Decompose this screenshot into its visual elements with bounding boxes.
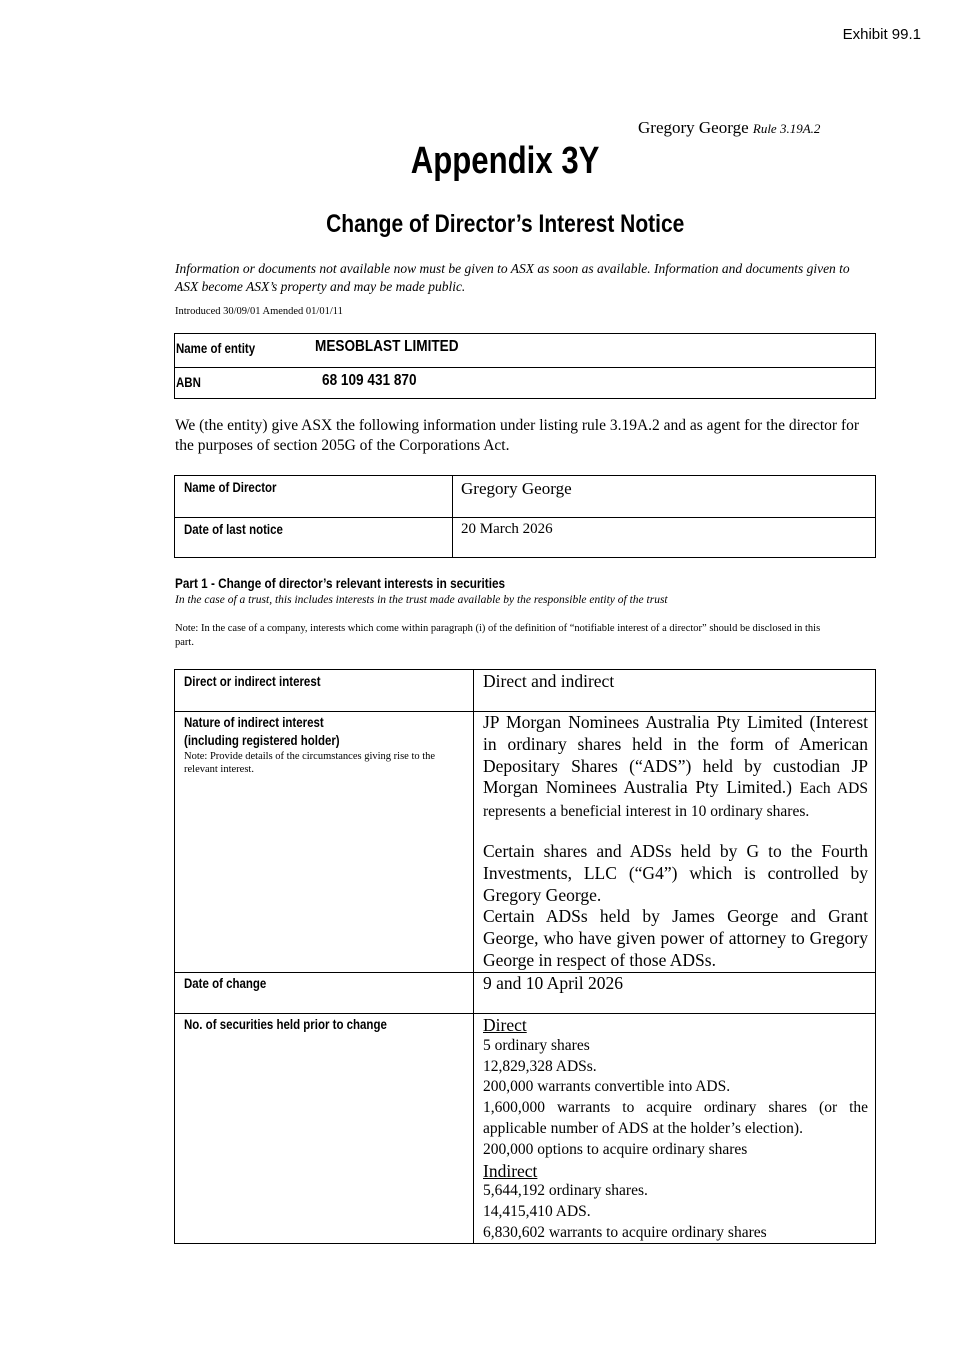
nature-label-2: (including registered holder) (184, 732, 340, 748)
prior-direct-item: 1,600,000 warrants to acquire ordinary shares (or the applicable number of ADS at the holder’s election). (483, 1099, 868, 1137)
introduced-line: Introduced 30/09/01 Amended 01/01/11 (175, 306, 343, 317)
entity-name-row (175, 334, 875, 367)
direct-indirect-label: Direct or indirect interest (184, 673, 321, 689)
prior-indirect-heading: Indirect (483, 1160, 538, 1181)
entity-table (174, 333, 876, 399)
nature-value-2: Certain shares and ADSs held by G to the Fourth Investments, LLC (“G4”) which is controlled by Gregory George. (483, 841, 868, 905)
prior-label: No. of securities held prior to change (184, 1016, 387, 1032)
nature-label-1: Nature of indirect interest (184, 714, 324, 730)
nature-value-3: Certain ADSs held by James George and Grant George, who have given power of attorney to Gregory George in respect of those ADSs. (483, 906, 868, 970)
abn-label: ABN (176, 374, 201, 390)
last-notice-label: Date of last notice (184, 521, 283, 537)
abn-row (175, 367, 875, 401)
nature-note: Note: Provide details of the circumstances giving rise to the relevant interest. (184, 751, 436, 775)
nature-value-1b: Each ADS represents a beneficial interest in 10 ordinary shares. (483, 780, 868, 821)
abn-value: 68 109 431 870 (322, 372, 417, 389)
director-name-label: Name of Director (184, 479, 277, 495)
prior-direct-item: 5 ordinary shares (483, 1036, 590, 1054)
date-change-value: 9 and 10 April 2026 (483, 973, 623, 993)
interest-table (174, 669, 876, 1244)
intro-notice: Information or documents not available now must be given to ASX as soon as available. Information and documents given to ASX become ASX’s property and may be made public. (175, 261, 850, 294)
director-name-value: Gregory George (461, 479, 572, 498)
part1-heading: Part 1 - Change of director’s relevant interests in securities (175, 575, 506, 591)
direct-indirect-value: Direct and indirect (483, 671, 615, 691)
exhibit-label: Exhibit 99.1 (842, 26, 921, 43)
director-name-row (175, 476, 875, 517)
prior-direct-heading: Direct (483, 1015, 527, 1035)
prior-indirect-item: 5,644,192 ordinary shares. (483, 1182, 648, 1200)
header-rule-ref: Rule 3.19A.2 (752, 121, 821, 136)
prior-direct-item: 12,829,328 ADSs. (483, 1057, 597, 1075)
date-change-label: Date of change (184, 975, 267, 991)
last-notice-value: 20 March 2026 (461, 521, 553, 537)
page-subtitle: Change of Director’s Interest Notice (325, 210, 685, 238)
prior-holdings (483, 1015, 868, 1244)
entity-name-value: MESOBLAST LIMITED (315, 338, 459, 355)
director-table (174, 475, 876, 558)
nature-value-1a: JP Morgan Nominees Australia Pty Limited (Interest in ordinary shares held in the form of American Depositary Shares (“ADS”) held by custodian JP Morgan Nominees Australia Pty Limited.) (483, 712, 868, 798)
nature-value-1 (483, 712, 868, 823)
part1-note: Note: In the case of a company, interests which come within paragraph (i) of the definition of “notifiable interest of a director” should be disclosed in this part. (175, 623, 821, 648)
page-title: Appendix 3Y (410, 140, 600, 182)
part1-subheading: In the case of a trust, this includes interests in the trust made available by the responsible entity of the trust (175, 594, 668, 606)
entity-name-label: Name of entity (176, 340, 256, 356)
last-notice-row (175, 517, 875, 559)
prior-indirect-item: 6,830,602 warrants to acquire ordinary shares (483, 1223, 767, 1241)
prior-direct-item: 200,000 warrants convertible into ADS. (483, 1078, 731, 1096)
statement-paragraph: We (the entity) give ASX the following information under listing rule 3.19A.2 and as agent for the director for the purposes of section 205G of the Corporations Act. (175, 417, 860, 454)
header-director-rule (638, 118, 820, 138)
prior-direct-item: 200,000 options to acquire ordinary shares (483, 1140, 748, 1158)
header-director-name: Gregory George (638, 118, 749, 137)
prior-indirect-item: 14,415,410 ADS. (483, 1203, 591, 1221)
